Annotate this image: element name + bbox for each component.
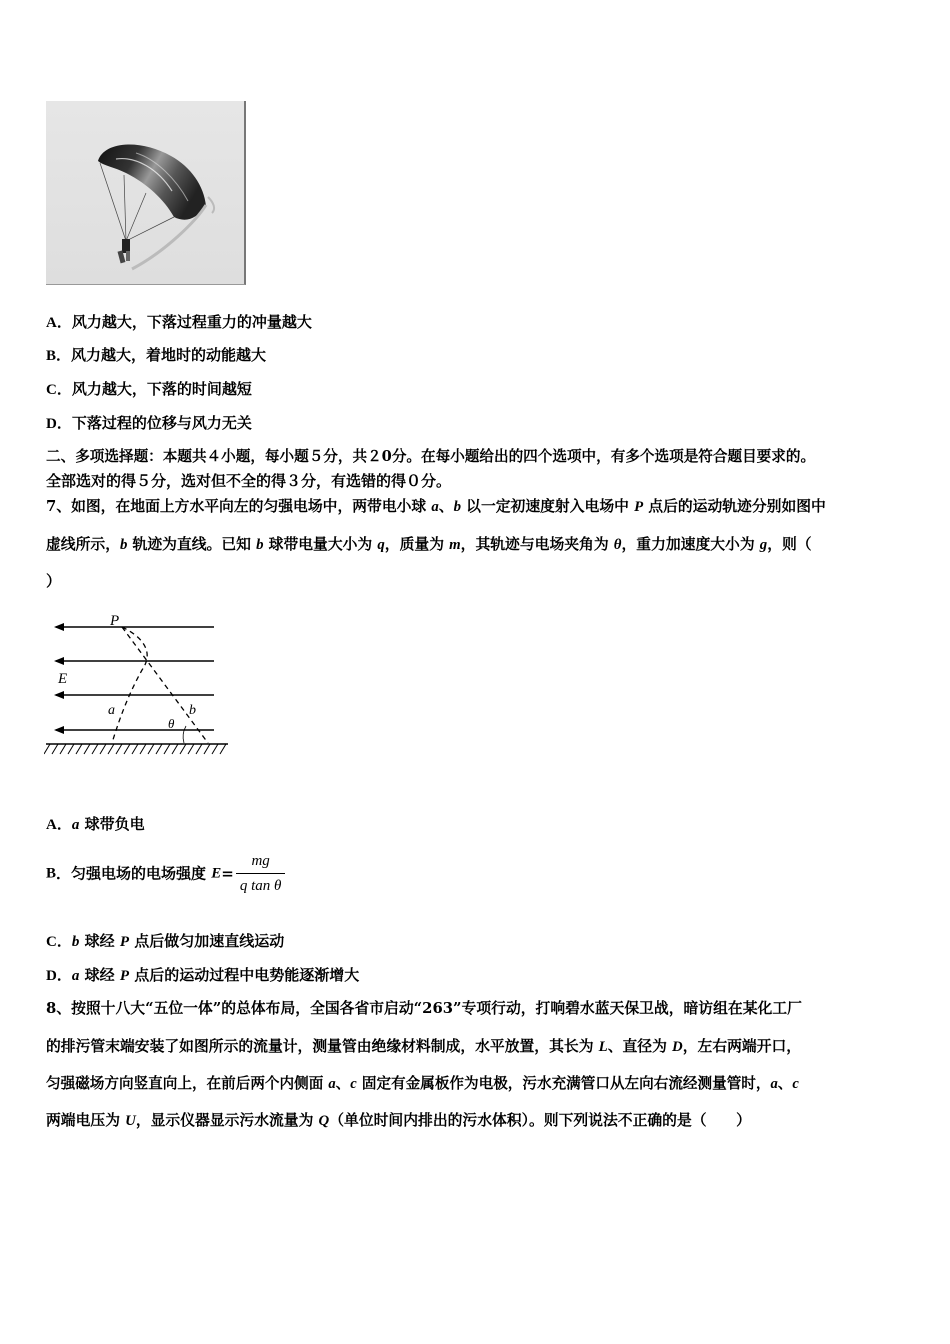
var-b: b — [71, 934, 80, 950]
q6-option-a — [46, 312, 312, 333]
option-text: ．风力越大，着地时的动能越大 — [56, 346, 267, 364]
q6-option-b — [46, 345, 266, 366]
option-letter: D — [46, 968, 57, 984]
theta-arc — [183, 726, 186, 743]
var-theta: θ — [613, 537, 622, 553]
text: ． — [56, 815, 72, 833]
text: 球经 — [79, 932, 120, 950]
var-a: a — [71, 817, 80, 833]
formula-fraction — [236, 851, 286, 896]
option-letter: B — [46, 348, 57, 364]
var-c: c — [350, 1076, 357, 1092]
text: 7、如图，在地面上方水平向左的匀强电场中，两带电小球 — [46, 498, 432, 515]
text: 、 — [438, 498, 454, 515]
text: 球带电量大小为 — [263, 536, 378, 553]
var-q: q — [377, 537, 385, 553]
section2-line1: 二、多项选择题：本题共４小题，每小题５分，共２0分。在每小题给出的四个选项中，有多个选项是符合题目要求的。 — [46, 448, 816, 465]
var-q: Q — [318, 1113, 330, 1129]
q6-option-d — [46, 413, 252, 434]
text: 以一定初速度射入电场中 — [461, 498, 635, 515]
trajectory-a — [112, 627, 147, 743]
label-theta: θ — [168, 716, 175, 731]
var-a: a — [328, 1076, 336, 1092]
text: ． — [56, 932, 72, 950]
option-text: ．风力越大，下落过程重力的冲量越大 — [56, 313, 312, 331]
text: 点后的运动过程中电势能逐渐增大 — [128, 966, 360, 984]
q8-stem-line4 — [46, 1111, 751, 1131]
var-a: a — [71, 968, 80, 984]
q7-stem-line1 — [46, 497, 826, 517]
text: ．匀强电场的电场强度 — [56, 864, 212, 883]
text: 球带负电 — [79, 815, 145, 833]
q7-stem-line3: ） — [46, 572, 62, 590]
var-a: a — [770, 1076, 778, 1092]
parachute-photo — [46, 101, 246, 285]
var-b: b — [256, 537, 264, 553]
text: ，显示仪器显示污水流量为 — [135, 1112, 319, 1129]
text: 虚线所示， — [46, 536, 120, 553]
option-text: ．风力越大，下落的时间越短 — [56, 380, 252, 398]
text: 球经 — [79, 966, 120, 984]
option-letter: C — [46, 382, 57, 398]
text: ． — [56, 966, 72, 984]
q8-stem-line2 — [46, 1037, 801, 1057]
electric-field-diagram — [44, 610, 234, 762]
q7-option-b — [46, 851, 285, 896]
text: 、 — [335, 1075, 351, 1092]
var-c: c — [792, 1076, 799, 1092]
option-letter: C — [46, 934, 57, 950]
text: 轨迹为直线。已知 — [127, 536, 257, 553]
text: 的排污管末端安装了如图所示的流量计，测量管由绝缘材料制成，水平放置，其长为 — [46, 1038, 599, 1055]
var-m: m — [449, 537, 461, 553]
text: = — [221, 864, 234, 883]
q7-stem-line2 — [46, 535, 812, 555]
label-b: b — [189, 703, 196, 718]
fraction-denominator: q tan θ — [239, 878, 282, 894]
var-p: P — [119, 934, 129, 950]
fraction-numerator: mg — [236, 851, 286, 874]
text: ，左右两端开口， — [682, 1038, 802, 1055]
option-letter: A — [46, 315, 57, 331]
q6-option-c — [46, 379, 252, 400]
text: 、直径为 — [607, 1038, 673, 1055]
q7-option-d — [46, 965, 359, 986]
option-letter: A — [46, 817, 57, 833]
var-l: L — [598, 1039, 608, 1055]
section2-line2: 全部选对的得５分，选对但不全的得３分，有选错的得０分。 — [46, 472, 452, 490]
var-g: g — [759, 537, 768, 553]
text: 固定有金属板作为电极，污水充满管口从左向右流经测量管时， — [356, 1075, 771, 1092]
var-p: P — [634, 499, 644, 515]
option-letter: D — [46, 416, 57, 432]
q7-option-c — [46, 931, 284, 952]
label-a: a — [108, 703, 115, 718]
text: 、 — [777, 1075, 793, 1092]
label-p: P — [110, 613, 120, 629]
q8-stem-line3 — [46, 1074, 799, 1094]
text: （单位时间内排出的污水体积）。则下列说法不正确的是（ ） — [329, 1112, 751, 1129]
ground-hatching — [44, 744, 226, 754]
text: 点后做匀加速直线运动 — [128, 932, 285, 950]
text: ，则（ — [767, 536, 812, 553]
q7-option-a — [46, 814, 145, 835]
q8-stem-line1: 8、按照十八大“五位一体”的总体布局，全国各省市启动“263”专项行动，打响碧水蓝天保卫战，暗访组在某化工厂 — [46, 1000, 802, 1017]
label-e: E — [58, 671, 68, 687]
text: 两端电压为 — [46, 1112, 126, 1129]
var-b: b — [453, 499, 461, 515]
option-text: ．下落过程的位移与风力无关 — [56, 414, 252, 432]
parachute-illustration — [46, 101, 244, 284]
text: 匀强磁场方向竖直向上，在前后两个内侧面 — [46, 1075, 329, 1092]
var-p: P — [119, 968, 129, 984]
text: 点后的运动轨迹分别如图中 — [643, 498, 826, 515]
text: ，其轨迹与电场夹角为 — [460, 536, 614, 553]
text: ，质量为 — [384, 536, 450, 553]
var-d: D — [672, 1039, 683, 1055]
option-letter: B — [46, 865, 57, 882]
text: ，重力加速度大小为 — [621, 536, 760, 553]
var-u: U — [125, 1113, 136, 1129]
var-b: b — [120, 537, 128, 553]
var-a: a — [431, 499, 439, 515]
var-e: E — [211, 865, 222, 882]
